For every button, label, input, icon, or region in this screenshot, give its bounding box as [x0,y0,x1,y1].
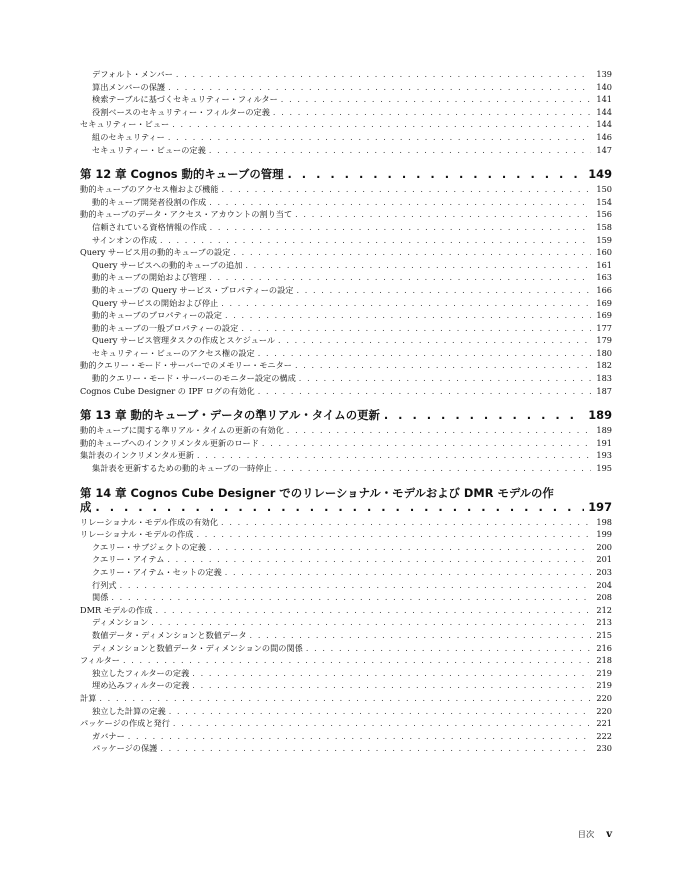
dot-leader [273,107,591,120]
dot-leader [176,69,591,82]
toc-entry-page: 146 [596,131,612,142]
toc-entry-title: DMR モデルの作成 [80,604,153,615]
toc-entry-page: 163 [596,272,612,283]
toc-entry-title: 動的キューブのプロパティーの設定 [92,310,222,321]
dot-leader [281,94,591,107]
toc-entry[interactable] [80,591,612,604]
toc-entry-title: 独立したフィルターの定義 [92,667,190,678]
toc-entry-page: 182 [596,360,612,371]
chapter-title-line1: 第 14 章 Cognos Cube Designer でのリレーショナル・モデルおよび DMR モデルの作 [80,485,554,500]
dot-leader [167,554,591,567]
toc-entry-title: Query サービス管理タスクの作成とスケジュール [92,335,276,346]
dot-leader [210,222,591,235]
dot-leader [296,285,591,298]
chapter-title-line2: 成 [80,499,92,514]
toc-entry-title: Cognos Cube Designer の IPF ログの有効化 [80,385,255,396]
toc-entry-page: 183 [596,373,612,384]
toc-entry[interactable] [80,183,612,196]
dot-leader [155,605,591,618]
toc-entry-title: クエリー・アイテム [92,554,165,565]
toc-entry-page: 158 [596,221,612,232]
toc-entry-page: 218 [596,655,612,666]
dot-leader [160,743,591,756]
toc-entry[interactable] [80,528,612,541]
toc-entry[interactable] [80,93,612,106]
dot-leader [262,438,591,451]
toc-entry-page: 195 [596,463,612,474]
toc-entry-title: 動的キューブへのインクリメンタル更新のロード [80,437,259,448]
toc-entry-page: 220 [596,692,612,703]
toc-entry[interactable] [80,516,612,529]
toc-entry-title: ガバナー [92,730,125,741]
toc-entry-page: 208 [596,592,612,603]
toc-entry[interactable] [80,234,612,247]
toc-entry-page: 198 [596,516,612,527]
toc-entry-title: リレーショナル・モデルの作成 [80,529,194,540]
toc-entry[interactable] [80,385,612,398]
chapter-heading[interactable] [80,167,612,181]
toc-entry[interactable] [80,334,612,347]
toc-entry-page: 166 [596,284,612,295]
toc-entry[interactable] [80,196,612,209]
toc-entry[interactable] [80,541,612,554]
page-footer [578,829,612,840]
toc-entry[interactable] [80,679,612,692]
toc-entry[interactable] [80,629,612,642]
toc-entry[interactable] [80,284,612,297]
toc-entry-page: 220 [596,705,612,716]
dot-leader [275,463,591,476]
toc-entry-page: 189 [596,425,612,436]
toc-entry-page: 160 [596,247,612,258]
dot-leader [245,260,591,273]
toc-entry-page: 144 [596,106,612,117]
toc-entry-title: パッケージの保護 [92,743,158,754]
toc-entry[interactable] [80,297,612,310]
toc-entry-page: 177 [596,322,612,333]
dot-leader [241,323,591,336]
toc-entry-page: 219 [596,667,612,678]
toc-entry-title: 計算 [80,692,97,703]
toc-entry[interactable] [80,106,612,119]
toc-entry[interactable] [80,553,612,566]
toc-entry-title: 行列式 [92,579,117,590]
dot-leader [222,184,591,197]
toc-entry-page: 159 [596,234,612,245]
toc-entry-page: 204 [596,579,612,590]
toc-entry[interactable] [80,437,612,450]
chapter-heading[interactable] [80,486,612,514]
toc-entry-page: 141 [596,94,612,105]
toc-entry[interactable] [80,221,612,234]
dot-leader [209,145,591,158]
dot-leader [221,298,591,311]
dot-leader [172,119,591,132]
dot-leader [169,706,591,719]
toc-entry-page: 219 [596,680,612,691]
toc-entry[interactable] [80,259,612,272]
toc-entry[interactable] [80,717,612,730]
dot-leader [278,335,591,348]
toc-entry-title: フィルター [80,655,120,666]
toc-entry[interactable] [80,359,612,372]
toc-entry-title: ディメンションと数値データ・ディメンションの間の関係 [92,642,303,653]
dot-leader [295,209,591,222]
dot-leader [209,542,591,555]
toc-entry-title: 役割ベースのセキュリティー・フィルターの定義 [92,106,270,117]
toc-entry-page: 144 [596,119,612,130]
toc-entry[interactable] [80,742,612,755]
toc-entry-title: Query サービス用の動的キューブの設定 [80,247,231,258]
dot-leader [173,718,591,731]
toc-entry-page: 193 [596,450,612,461]
dot-leader [221,517,591,530]
toc-entry[interactable] [80,705,612,718]
toc-entry[interactable] [80,131,612,144]
toc-entry-title: 動的キューブの Query サービス・プロパティーの設定 [92,284,294,295]
toc-entry-title: Query サービスへの動的キューブの追加 [92,259,243,270]
toc-entry-title: セキュリティー・ビューの定義 [92,144,206,155]
toc-entry-title: セキュリティー・ビュー [80,119,170,130]
dot-leader [192,680,591,693]
dot-leader [258,348,591,361]
toc-entry-title: 集計表のインクリメンタル更新 [80,450,194,461]
toc-entry-title: Query サービスの開始および停止 [92,297,219,308]
toc-entry-page: 200 [596,541,612,552]
dot-leader [192,668,591,681]
toc-entry[interactable] [80,271,612,284]
toc-entry[interactable] [80,667,612,680]
toc-entry-page: 203 [596,567,612,577]
toc-entry-page: 147 [596,144,612,155]
toc-entry-page: 161 [596,259,612,270]
toc-entry-title: リレーショナル・モデル作成の有効化 [80,516,219,527]
toc-entry-title: 信頼されている資格情報の作成 [92,221,207,232]
toc-entry[interactable] [80,654,612,667]
dot-leader [123,655,591,668]
toc-entry[interactable] [80,322,612,335]
toc-entry-title: 関係 [92,592,109,603]
toc-entry-title: サインオンの作成 [92,234,157,245]
toc-entry-title: クエリー・サブジェクトの定義 [92,541,206,552]
toc-entry-page: 213 [596,617,612,628]
dot-leader [288,167,585,181]
dot-leader [99,693,591,706]
toc-entry-title: パッケージの作成と発行 [80,718,170,729]
toc-entry-page: 230 [596,743,612,754]
toc-entry[interactable] [80,449,612,462]
dot-leader [168,132,591,145]
toc-entry[interactable] [80,118,612,131]
toc-entry[interactable] [80,208,612,221]
toc-entry-page: 191 [596,437,612,448]
toc-entry[interactable] [80,462,612,475]
toc-entry-title: 動的キューブのアクセス権および機能 [80,184,219,195]
toc-entry[interactable] [80,566,612,579]
toc-entry-title: 数値データ・ディメンションと数値データ [92,629,247,640]
toc-entry-title: 集計表を更新するための動的キューブの一時停止 [92,463,272,474]
toc-entry-page: 179 [596,335,612,346]
toc-entry[interactable] [80,642,612,655]
footer-label: 目次 [577,829,595,839]
dot-leader [299,373,591,386]
toc-entry-title: ディメンション [92,617,149,628]
toc-entry-page: 215 [596,629,612,640]
toc-entry-page: 156 [596,209,612,220]
toc-entry-page: 221 [596,718,612,729]
dot-leader [384,408,584,422]
toc-entry-title: 独立した計算の定義 [92,705,166,716]
toc-entry[interactable] [80,730,612,743]
toc-entry-page: 180 [596,347,612,358]
table-of-contents [80,68,612,755]
toc-entry-title: 動的クエリー・モード・サーバーのモニター設定の構成 [92,373,296,384]
toc-entry-page: 150 [596,184,612,195]
toc-entry-page: 216 [596,642,612,653]
dot-leader [128,731,591,744]
toc-entry[interactable] [80,604,612,617]
dot-leader [233,247,591,260]
toc-entry[interactable] [80,144,612,157]
toc-entry-title: 動的キューブの開始および管理 [92,272,207,283]
toc-entry[interactable] [80,246,612,259]
toc-entry-title: クエリー・アイテム・セットの定義 [92,567,222,577]
toc-entry[interactable] [80,81,612,94]
toc-entry-title: 埋め込みフィルターの定義 [92,680,190,691]
chapter-title: 第 13 章 動的キューブ・データの準リアル・タイムの更新 [80,408,380,423]
toc-entry-page: 212 [596,604,612,615]
toc-entry-title: 検索テーブルに基づくセキュリティー・フィルター [92,94,278,105]
toc-entry-title: 動的キューブのデータ・アクセス・アカウントの割り当て [80,209,293,220]
dot-leader [295,360,591,373]
dot-leader [120,580,591,593]
dot-leader [258,386,591,399]
toc-entry[interactable] [80,309,612,322]
toc-entry-page: 222 [596,730,612,741]
chapter-heading[interactable] [80,408,612,422]
dot-leader [225,567,591,580]
toc-entry-title: 算出メンバーの保護 [92,81,166,92]
toc-entry-title: デフォルト・メンバー [92,69,173,79]
chapter-page: 197 [588,499,612,514]
toc-entry-page: 154 [596,196,612,207]
toc-entry-page: 139 [596,69,612,79]
toc-entry-page: 140 [596,81,612,92]
chapter-title: 第 12 章 Cognos 動的キューブの管理 [80,167,284,182]
dot-leader [111,592,591,605]
dot-leader [95,500,584,514]
toc-entry-title: 動的クエリー・モード・サーバーでのメモリー・モニター [80,360,292,371]
dot-leader [306,643,591,656]
toc-entry[interactable] [80,579,612,592]
dot-leader [196,529,591,542]
toc-entry-title: 動的キューブに関する準リアル・タイムの更新の有効化 [80,425,284,436]
chapter-page: 149 [588,167,612,182]
toc-entry[interactable] [80,692,612,705]
toc-entry-page: 199 [596,529,612,540]
toc-entry[interactable] [80,68,612,81]
toc-entry[interactable] [80,372,612,385]
toc-entry-title: セキュリティー・ビューのアクセス権の設定 [92,347,255,358]
toc-entry-title: 組のセキュリティー [92,131,165,142]
chapter-page: 189 [588,408,612,423]
footer-page-number: v [606,829,612,840]
toc-entry-title: 動的キューブの一般プロパティーの設定 [92,322,239,333]
toc-entry-title: 動的キューブ開発者役割の作成 [92,196,207,207]
toc-entry-page: 169 [596,297,612,308]
dot-leader [287,425,591,438]
toc-entry-page: 201 [596,554,612,565]
toc-entry[interactable] [80,424,612,437]
toc-entry-page: 169 [596,310,612,321]
toc-entry[interactable] [80,347,612,360]
dot-leader [225,310,591,323]
toc-entry[interactable] [80,616,612,629]
toc-entry-page: 187 [596,385,612,396]
